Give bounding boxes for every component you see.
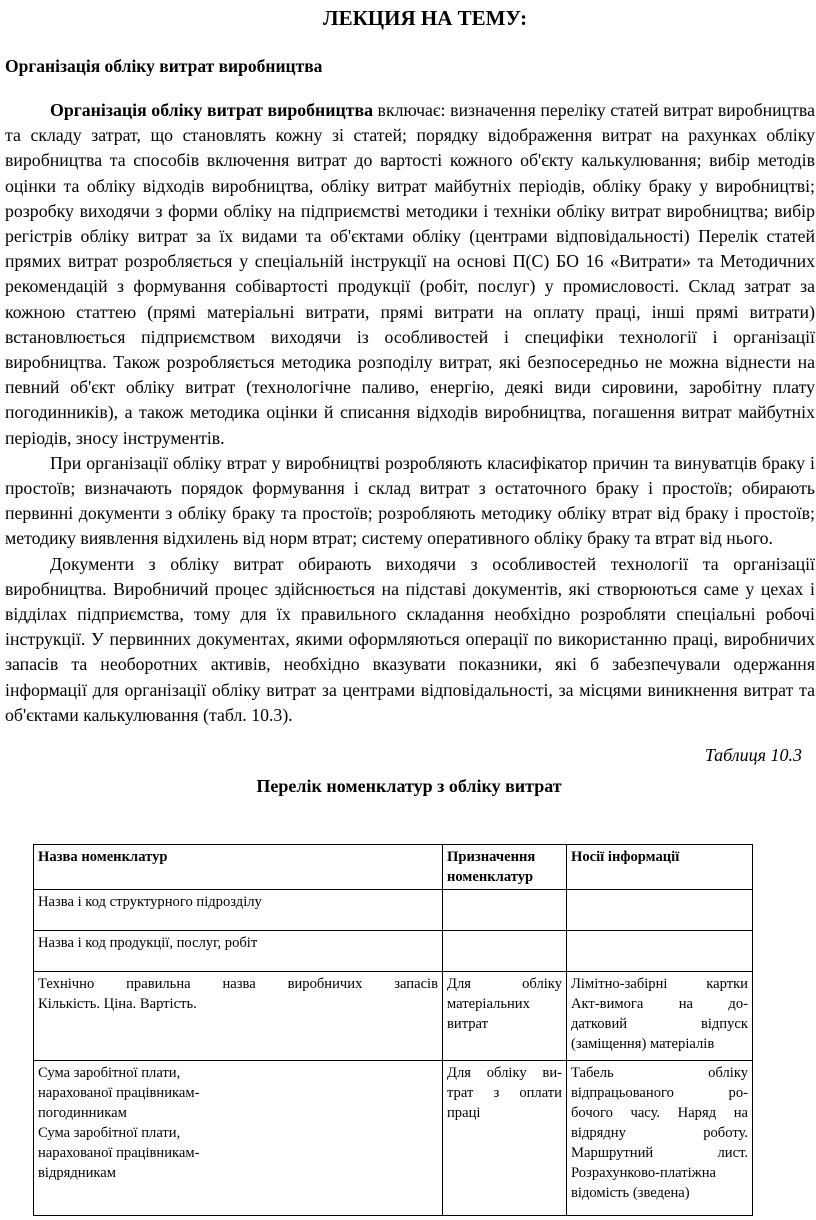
cell-line: відпрацьованого ро- [571, 1085, 748, 1101]
cell-name [34, 972, 443, 1061]
table-body [34, 890, 753, 1216]
table-title: Перелік номенклатур з обліку витрат [256, 776, 562, 796]
cell-line: відрядникам [38, 1165, 117, 1181]
cell-purpose [443, 931, 567, 972]
section-subtitle: Організація обліку витрат виробництва [5, 56, 323, 76]
cell-line: відомість (зведена) [571, 1185, 690, 1201]
nomenclature-table [33, 844, 753, 1216]
header-carriers: Носії інформації [567, 845, 753, 890]
table-row [34, 972, 753, 1061]
cell-purpose [443, 1061, 567, 1216]
cell-line: витрат [447, 1016, 489, 1032]
cell-line: Розрахунково-платіжна [571, 1165, 717, 1181]
body-text [5, 98, 815, 728]
table-row [34, 931, 753, 972]
cell-line: Маршрутний лист. [571, 1145, 748, 1161]
header-name: Назва номенклатур [34, 845, 443, 890]
cell-line: Табель обліку [571, 1065, 748, 1081]
paragraph-1-text: включає: визначення переліку статей витрат виробництва та складу затрат, що становлять кожну зі статей; порядку відображення витрат на рахунках обліку виробництва та способів включення витрат до вартості кожного об'єкту калькулювання; вибір методів оцінки та обліку відходів виробництва, обліку витрат майбутніх періодів, обліку браку у виробництві; розробку виходячи з форми обліку на підприємстві методики і техніки обліку витрат виробництва; вибір регістрів обліку витрат за їх видами та об'єктами обліку (центрами відповідальності) Перелік статей прямих витрат розробляється у спеціальній інструкції на основі П(С) БО 16 «Витрати» та Методичних рекомендацій з формування собівартості продукції (робіт, послуг) у промисловості. Склад затрат за кожною статтею (прямі матеріальні витрати, прямі витрати на оплату праці, інші прямі витрати) встановлюється підприємством виходячи із особливостей і специфіки технології і організації виробництва. Також розробляється методика розподілу витрат, які безпосередньо не можна віднести на певний об'єкт обліку витрат (технологічне паливо, енергію, деякі види сировини, заробітну плату погодинників), а також методика оцінки й списання відходів виробництва, погашення витрат майбутніх періодів, зносу інструментів. [5, 100, 815, 448]
page-title: ЛЕКЦИЯ НА ТЕМУ: [322, 6, 528, 30]
cell-line: Для обліку [447, 976, 562, 992]
table-row [34, 1061, 753, 1216]
cell-line: відрядну роботу. [571, 1125, 748, 1141]
header-purpose: Призначення номенклатур [443, 845, 567, 890]
cell-line: Сума заробітної плати, [38, 1065, 181, 1081]
cell-line: Технічно правильна назва виробничих запасів [38, 976, 438, 992]
cell-carriers [567, 972, 753, 1061]
paragraph-1 [5, 98, 815, 451]
cell-line: Назва і код продукції, послуг, робіт [38, 935, 258, 951]
cell-line: (заміщення) матеріалів [571, 1036, 715, 1052]
cell-carriers [567, 931, 753, 972]
cell-line: бочого часу. Наряд на [571, 1105, 748, 1121]
table-row [34, 890, 753, 931]
cell-line: датковий відпуск [571, 1016, 748, 1032]
cell-carriers [567, 1061, 753, 1216]
table-header-row [34, 845, 753, 890]
cell-line: матеріальних [447, 996, 530, 1012]
cell-line: праці [447, 1105, 481, 1121]
cell-line: Кількість. Ціна. Вартість. [38, 996, 197, 1012]
paragraph-3: Документи з обліку витрат обирають виходячи з особливостей технології та організації виробництва. Виробничий процес здійснюється на підставі документів, які створюються саме у цехах і відділах підприємства, тому для їх правильного складання необхідно розробляти спеціальні робочі інструкції. У первинних документах, якими оформляються операції по використанню праці, виробничих запасів та необоротних активів, необхідно вказувати показники, які б забезпечували одержання інформації для організації обліку витрат за центрами відповідальності, за місцями виникнення витрат та об'єктами калькулювання (табл. 10.3). [5, 553, 815, 725]
cell-line: Акт-вимога на до- [571, 996, 748, 1012]
cell-carriers [567, 890, 753, 931]
cell-purpose [443, 890, 567, 931]
paragraph-2: При організації обліку втрат у виробництві розробляють класифікатор причин та винуватців браку і простоїв; визначають порядок формування і склад витрат з остаточного браку і простоїв; обирають первинні документи з обліку браку та простоїв; розробляють методику обліку втрат від браку і простоїв; методику виявлення відхилень від норм втрат; систему оперативного обліку браку та втрат від нього. [5, 452, 815, 549]
cell-line: нарахованої працівникам- [38, 1085, 200, 1101]
cell-line: Лімітно-забірні картки [571, 976, 748, 992]
cell-line: Для обліку ви- [447, 1065, 562, 1081]
cell-line: трат з оплати [447, 1085, 562, 1101]
cell-line: нарахованої працівникам- [38, 1145, 200, 1161]
cell-name [34, 1061, 443, 1216]
table-caption: Таблиця 10.3 [704, 745, 802, 765]
cell-name [34, 890, 443, 931]
cell-line: Назва і код структурного підрозділу [38, 894, 262, 910]
cell-name [34, 931, 443, 972]
paragraph-1-lead: Організація обліку витрат виробництва [50, 100, 373, 120]
cell-line: Сума заробітної плати, [38, 1125, 181, 1141]
cell-purpose [443, 972, 567, 1061]
cell-line: погодинникам [38, 1105, 127, 1121]
